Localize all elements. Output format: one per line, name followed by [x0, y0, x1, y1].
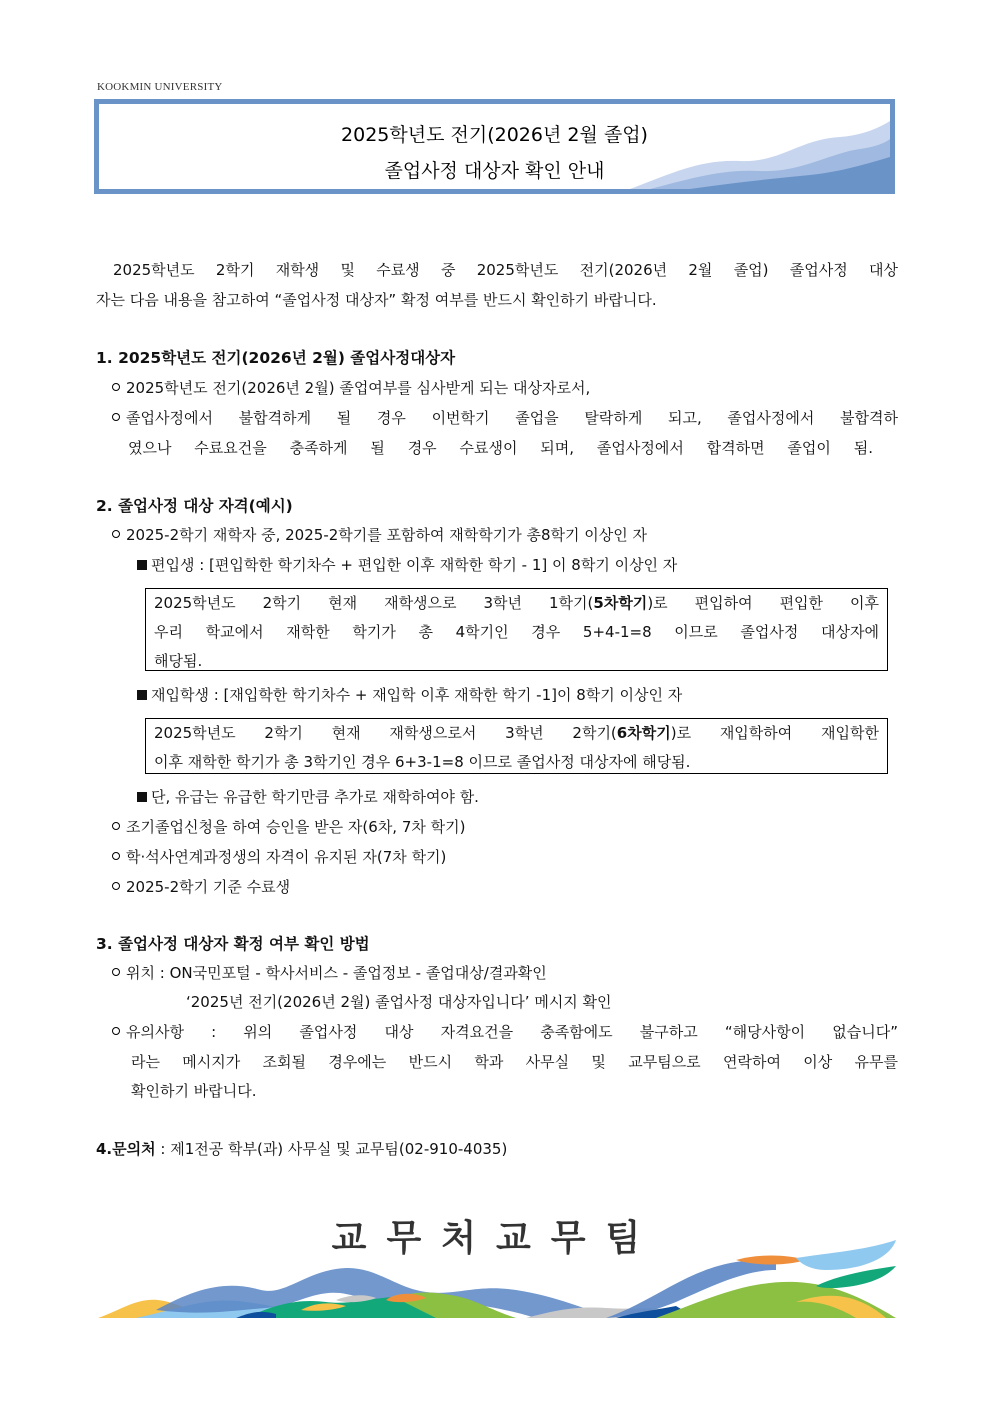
section-2-heading: 2. 졸업사정 대상 자격(예시) — [96, 497, 293, 515]
section-2-item-completed: 2025-2학기 기준 수료생 — [112, 872, 290, 902]
transfer-example-line-2: 우리 학교에서 재학한 학기가 총 4학기인 경우 5+4-1=8 이므로 졸업사정 대상자에 — [154, 623, 879, 641]
readmit-criteria: 재입학생 : [재입학한 학기차수 + 재입학 이후 재학한 학기 -1]이 8학기 이상인 자 — [137, 680, 682, 710]
transfer-criteria: 편입생 : [편입학한 학기차수 + 편입한 이후 재학한 학기 - 1] 이 8학기 이상인 자 — [137, 550, 677, 580]
circle-bullet-icon — [112, 530, 120, 538]
repeat-note: 단, 유급는 유급한 학기만큼 추가로 재학하여야 함. — [137, 782, 479, 812]
title-line-2: 졸업사정 대상자 확인 안내 — [384, 160, 605, 182]
section-1-item-2-cont: 였으나 수료요건을 충족하게 될 경우 수료생이 되며, 졸업사정에서 합격하면 졸업이 됨. — [128, 439, 873, 457]
circle-bullet-icon — [112, 968, 120, 976]
title-box — [94, 99, 895, 194]
square-bullet-icon — [137, 690, 147, 700]
section-2-item-1: 2025-2학기 재학자 중, 2025-2학기를 포함하여 재학학기가 총8학기 이상인 자 — [112, 520, 647, 550]
circle-bullet-icon — [112, 413, 120, 421]
transfer-example-box — [145, 588, 888, 671]
square-bullet-icon — [137, 792, 147, 802]
caution-line-2: 라는 메시지가 조회될 경우에는 반드시 학과 사무실 및 교무팀으로 연락하여 이상 유무를 — [131, 1053, 898, 1071]
section-2-item-combined: 학·석사연계과정생의 자격이 유지된 자(7차 학기) — [112, 842, 446, 872]
caution-line-1: 유의사항 : 위의 졸업사정 대상 자격요건을 충족함에도 불구하고 “해당사항이 없습니다” — [112, 1017, 898, 1047]
contact-label: 4.문의처 — [96, 1140, 156, 1158]
contact-text: : 제1전공 학부(과) 사무실 및 교무팀(02-910-4035) — [155, 1140, 508, 1158]
intro-line-2: 자는 다음 내용을 참고하여 “졸업사정 대상자” 확정 여부를 반드시 확인하기 바랍니다. — [96, 291, 657, 309]
footer-mountain-art-icon — [96, 1240, 896, 1322]
section-1-heading: 1. 2025학년도 전기(2026년 2월) 졸업사정대상자 — [96, 349, 456, 367]
readmit-example-line-1: 2025학년도 2학기 현재 재학생으로서 3학년 2학기(6차학기)로 재입학하여 재입학한 — [154, 724, 879, 742]
square-bullet-icon — [137, 560, 147, 570]
section-2-item-early: 조기졸업신청을 하여 승인을 받은 자(6차, 7차 학기) — [112, 812, 465, 842]
transfer-example-line-1: 2025학년도 2학기 현재 재학생으로 3학년 1학기(5차학기)로 편입하여 편입한 이후 — [154, 594, 879, 612]
title-wave-decoration-icon — [630, 119, 890, 189]
contact-info — [96, 1134, 507, 1164]
transfer-example-line-3: 해당됨. — [154, 652, 203, 670]
footer-org-name: 교무처교무팀 — [331, 1218, 661, 1259]
circle-bullet-icon — [112, 852, 120, 860]
readmit-example-line-2: 이후 재학한 학기가 총 3학기인 경우 6+3-1=8 이므로 졸업사정 대상자에 해당됨. — [154, 753, 691, 771]
title-line-1: 2025학년도 전기(2026년 2월 졸업) — [341, 124, 648, 146]
circle-bullet-icon — [112, 383, 120, 391]
section-1-item-2: 졸업사정에서 불합격하게 될 경우 이번학기 졸업을 탈락하게 되고, 졸업사정에서 불합격하 — [112, 403, 898, 433]
circle-bullet-icon — [112, 1027, 120, 1035]
check-location: 위치 : ON국민포털 - 학사서비스 - 졸업정보 - 졸업대상/결과확인 — [112, 958, 547, 988]
intro-line-1: 2025학년도 2학기 재학생 및 수료생 중 2025학년도 전기(2026년 2월 졸업) 졸업사정 대상 — [113, 261, 898, 279]
caution-line-3: 확인하기 바랍니다. — [131, 1082, 257, 1100]
section-1-item-1: 2025학년도 전기(2026년 2월) 졸업여부를 심사받게 되는 대상자로서, — [112, 373, 590, 403]
university-logo-text: KOOKMIN UNIVERSITY — [97, 81, 223, 93]
readmit-example-box — [145, 718, 888, 774]
check-location-message: ‘2025년 전기(2026년 2월) 졸업사정 대상자입니다’ 메시지 확인 — [186, 993, 612, 1011]
circle-bullet-icon — [112, 882, 120, 890]
circle-bullet-icon — [112, 822, 120, 830]
section-3-heading: 3. 졸업사정 대상자 확정 여부 확인 방법 — [96, 935, 370, 953]
